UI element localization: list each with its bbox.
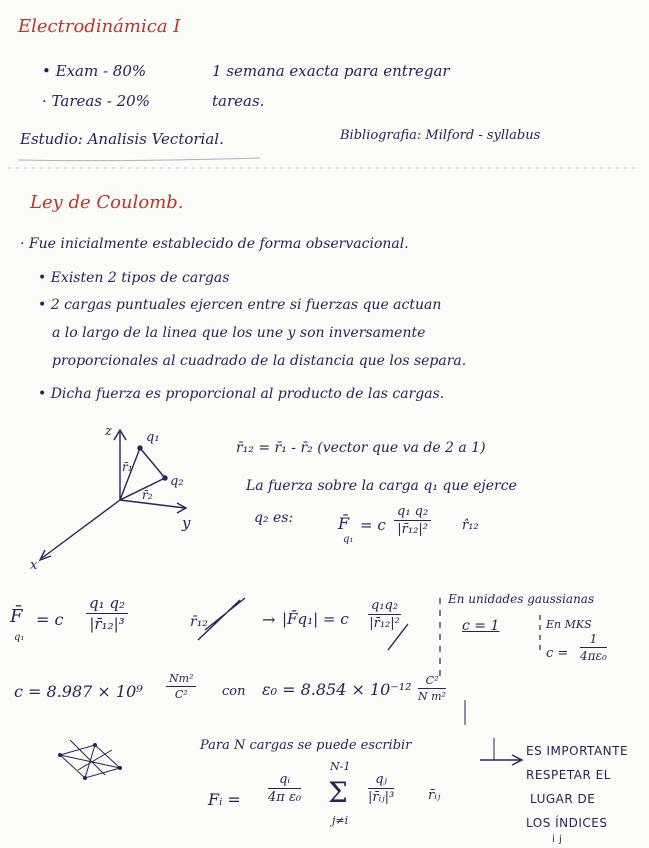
fi-prefactor-numerator: qᵢ — [268, 772, 301, 789]
magnitude-fraction — [368, 598, 401, 631]
bullet-2: • 2 cargas puntuales ejercen entre si fuerzas que actuan — [38, 297, 442, 313]
epsilon-units — [418, 674, 446, 703]
force-description-cont: q₂ es: — [254, 510, 294, 526]
force-lhs: F̄ — [338, 514, 350, 533]
axis-y-label: y — [182, 514, 191, 532]
magnitude-denominator: |r̄₁₂|² — [369, 616, 400, 631]
n-charges-text: Para N cargas se puede escribir — [200, 738, 412, 753]
sum-upper-limit: N-1 — [330, 760, 351, 773]
formula-arrow: → — [262, 610, 276, 629]
week-note-cont: tareas. — [212, 92, 265, 110]
c-mks-denominator: 4πε₀ — [580, 649, 607, 663]
section-title: Ley de Coulomb. — [30, 192, 184, 213]
charges-network-sketch — [59, 740, 122, 780]
r1-vector — [120, 448, 140, 500]
q1-label: q₁ — [146, 430, 160, 445]
c-mks: c = — [546, 646, 569, 661]
force-eq: = c — [360, 516, 386, 534]
c-mks-numerator: 1 — [580, 632, 607, 648]
r12-vector — [140, 448, 165, 478]
note-line-1: ES IMPORTANTE — [526, 744, 629, 758]
sum-term-numerator: qⱼ — [368, 772, 394, 789]
c-gauss: c = 1 — [462, 618, 500, 634]
q1-point — [138, 446, 142, 450]
course-title: Electrodinámica I — [18, 16, 181, 37]
sum-term-denominator: |r̄ᵢⱼ|³ — [368, 790, 395, 805]
formula-denominator: |r̄₁₂|³ — [89, 615, 125, 633]
with-label: con — [222, 684, 246, 699]
c-units-denominator: C² — [174, 688, 188, 701]
y-axis-arrowhead — [177, 503, 186, 513]
note-line-5: i j — [552, 834, 563, 845]
week-note: 1 semana exacta para entregar — [212, 62, 450, 80]
c-units-numerator: Nm² — [166, 672, 196, 687]
formula-fraction — [86, 594, 128, 633]
force-unit-vector: r̂₁₂ — [462, 518, 479, 533]
study-topic: Estudio: Analisis Vectorial. — [20, 130, 224, 148]
bullet-2-cont: proporcionales al cuadrado de la distancia que los separa. — [52, 353, 467, 369]
r1-label: r̄₁ — [122, 460, 133, 474]
sum-term-fraction — [368, 772, 394, 805]
sum-symbol: Σ — [328, 776, 348, 809]
axes-diagram — [40, 430, 186, 560]
sum-lower-limit: j≠i — [332, 814, 349, 827]
note-line-2: RESPETAR EL — [526, 768, 611, 782]
fi-prefactor-denominator: 4π ε₀ — [268, 790, 302, 805]
force-description: La fuerza sobre la carga q₁ que ejerce — [246, 478, 517, 494]
tasks-weight: · Tareas - 20% — [42, 92, 150, 110]
epsilon-units-numerator: C² — [418, 674, 446, 689]
bullet-2-cont: a lo largo de la linea que los une y son inversamente — [52, 325, 426, 341]
fi-lhs: Fᵢ = — [208, 790, 241, 809]
intro-text: · Fue inicialmente establecido de forma observacional. — [20, 236, 409, 252]
bibliography: Bibliografia: Milford - syllabus — [340, 128, 541, 143]
mks-label: En MKS — [546, 618, 592, 631]
z-axis-arrowhead — [114, 430, 126, 440]
magnitude-lhs: |F̄q₁| = c — [282, 610, 349, 628]
formula-lhs: F̄ — [10, 606, 23, 627]
r12-definition: r̄₁₂ = r̄₁ - r̄₂ (vector que va de 2 a 1) — [236, 440, 486, 456]
note-line-3: LUGAR DE — [530, 792, 596, 806]
r2-label: r̄₂ — [142, 488, 153, 502]
bullet-3: • Dicha fuerza es proporcional al producto de las cargas. — [38, 386, 445, 402]
arrow-head — [512, 755, 522, 765]
divider-line — [18, 158, 260, 161]
exam-weight: • Exam - 80% — [42, 62, 147, 80]
formula-numerator: q₁ q₂ — [86, 594, 128, 614]
formula-lhs-sub: q₁ — [14, 632, 25, 643]
bullet-1: • Existen 2 tipos de cargas — [38, 270, 230, 286]
fi-prefactor — [268, 772, 301, 805]
x-axis — [42, 500, 120, 558]
c-constant: c = 8.987 × 10⁹ — [14, 682, 143, 701]
force-fraction — [394, 504, 431, 537]
formula-vector: r̄₁₂ — [190, 614, 208, 630]
force-numerator: q₁ q₂ — [394, 504, 431, 521]
c-mks-fraction — [580, 632, 607, 663]
epsilon-constant: ε₀ = 8.854 × 10⁻¹² — [262, 680, 412, 699]
q2-label: q₂ — [170, 474, 184, 489]
x-axis-arrowhead — [40, 550, 51, 560]
c-units — [166, 672, 196, 701]
q2-point — [163, 476, 167, 480]
magnitude-numerator: q₁q₂ — [368, 598, 401, 615]
epsilon-units-denominator: N m² — [418, 690, 446, 703]
gauss-label: En unidades gaussianas — [448, 592, 595, 606]
note-line-4: LOS ÍNDICES — [526, 816, 608, 830]
sum-term-vector: r̄ᵢⱼ — [428, 788, 441, 803]
axis-x-label: x — [30, 558, 38, 573]
axis-z-label: z — [105, 424, 112, 439]
formula-eq: = c — [36, 610, 64, 629]
force-denominator: |r̄₁₂|² — [397, 522, 428, 537]
force-lhs-sub: q₁ — [343, 534, 354, 545]
